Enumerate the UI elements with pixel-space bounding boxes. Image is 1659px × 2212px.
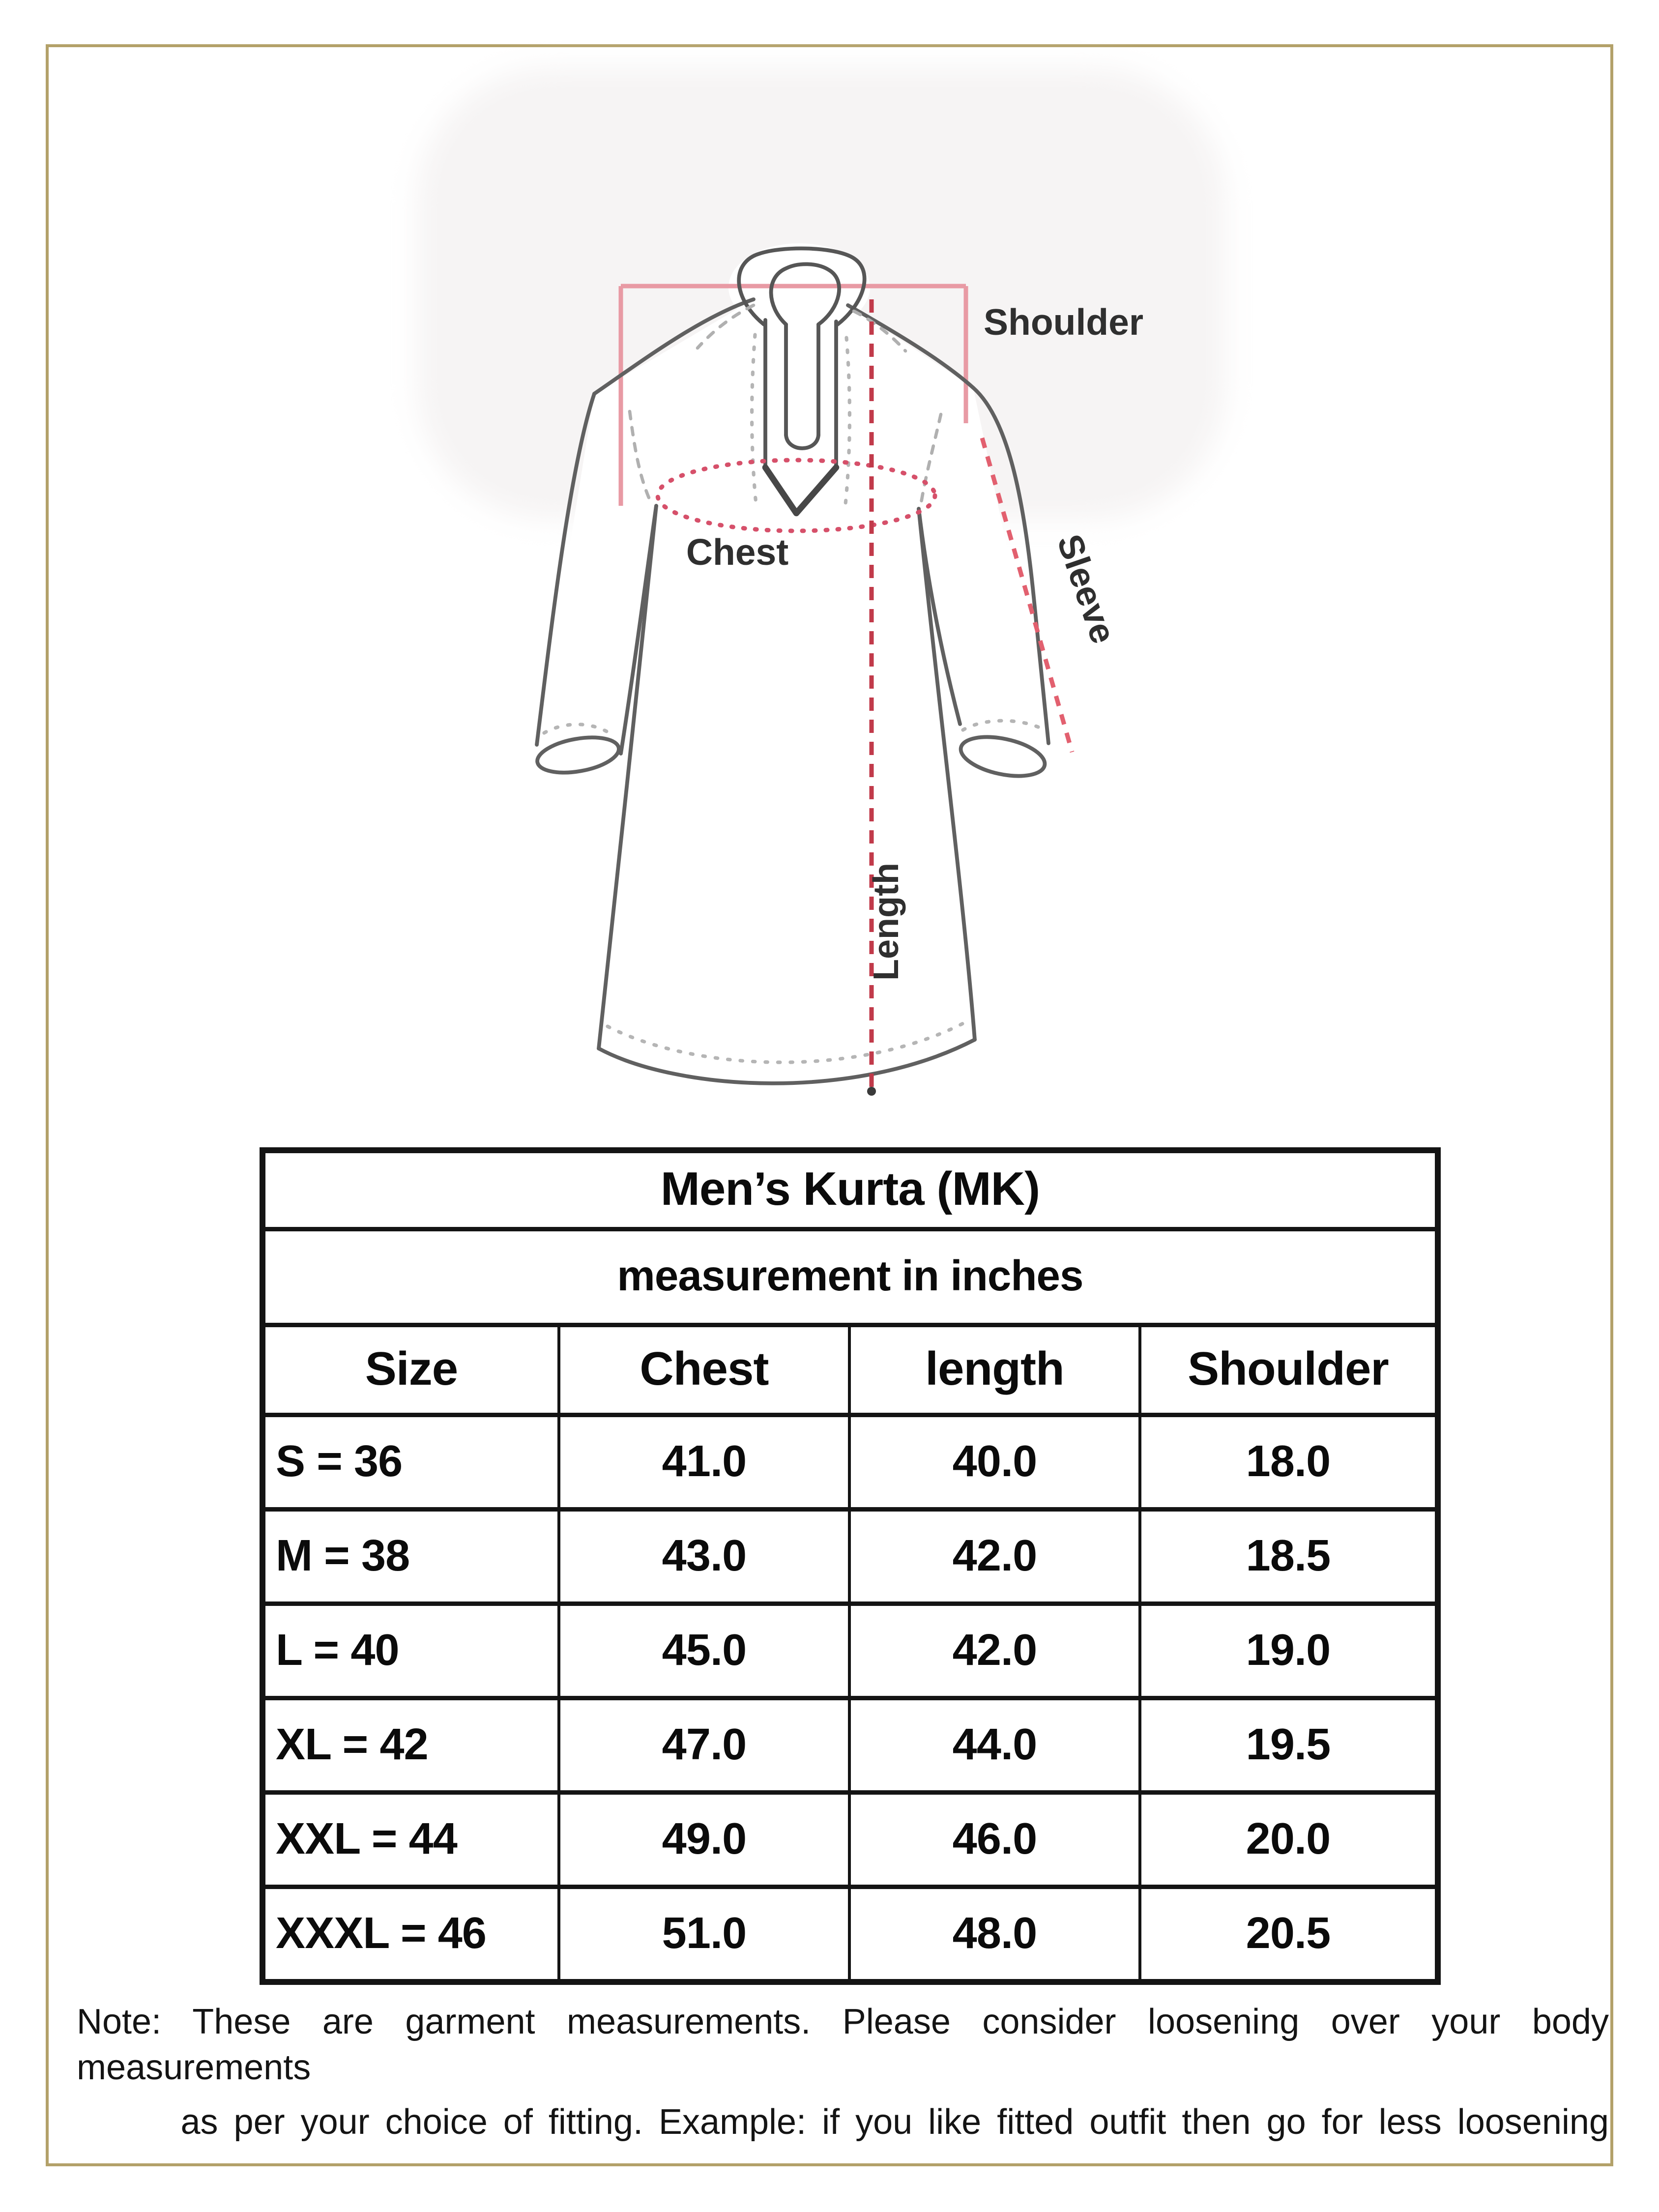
- chest-cell: 49.0: [559, 1793, 849, 1887]
- sleeve-label: Sleeve: [1049, 529, 1123, 649]
- chest-cell: 41.0: [559, 1415, 849, 1510]
- shoulder-cell: 20.0: [1140, 1793, 1438, 1887]
- length-cell: 42.0: [849, 1604, 1140, 1698]
- table-row: [262, 1510, 1438, 1604]
- garment-fill: [537, 243, 1050, 1083]
- shoulder-cell: 18.0: [1140, 1415, 1438, 1510]
- length-line-end-tick: [867, 1087, 876, 1096]
- shoulder-cell: 19.0: [1140, 1604, 1438, 1698]
- length-label: Length: [867, 863, 906, 981]
- length-cell: 48.0: [849, 1887, 1140, 1982]
- length-cell: 44.0: [849, 1698, 1140, 1793]
- size-chart-table: [260, 1147, 1441, 1985]
- size-cell: XL = 42: [262, 1698, 559, 1793]
- shoulder-cell: 20.5: [1140, 1887, 1438, 1982]
- length-cell: 40.0: [849, 1415, 1140, 1510]
- col-header-size: Size: [262, 1325, 559, 1415]
- size-cell: S = 36: [262, 1415, 559, 1510]
- table-row: [262, 1698, 1438, 1793]
- size-cell: XXL = 44: [262, 1793, 559, 1887]
- chest-cell: 47.0: [559, 1698, 849, 1793]
- table-row: [262, 1604, 1438, 1698]
- garment-note: [77, 2000, 1609, 2146]
- chest-cell: 45.0: [559, 1604, 849, 1698]
- chest-cell: 43.0: [559, 1510, 849, 1604]
- size-chart-subtitle: measurement in inches: [262, 1229, 1438, 1325]
- length-cell: 46.0: [849, 1793, 1140, 1887]
- kurta-measurement-diagram: [494, 66, 1172, 1187]
- size-chart-title: Men’s Kurta (MK): [262, 1150, 1438, 1229]
- length-cell: 42.0: [849, 1510, 1140, 1604]
- table-row: [262, 1887, 1438, 1982]
- size-cell: XXXL = 46: [262, 1887, 559, 1982]
- table-row: [262, 1793, 1438, 1887]
- size-cell: M = 38: [262, 1510, 559, 1604]
- chest-cell: 51.0: [559, 1887, 849, 1982]
- shoulder-label: Shoulder: [984, 301, 1144, 343]
- chest-label: Chest: [686, 531, 789, 573]
- table-row: [262, 1415, 1438, 1510]
- note-line-2: as per your choice of fitting. Example: if you like fitted outfit then go for less loosening: [180, 2103, 1609, 2143]
- col-header-shoulder: Shoulder: [1140, 1325, 1438, 1415]
- shoulder-cell: 19.5: [1140, 1698, 1438, 1793]
- note-line-1: Note: These are garment measurements. Please consider loosening over your body measurements: [77, 2003, 1609, 2088]
- shoulder-cell: 18.5: [1140, 1510, 1438, 1604]
- col-header-length: length: [849, 1325, 1140, 1415]
- size-cell: L = 40: [262, 1604, 559, 1698]
- header-row: [262, 1325, 1438, 1415]
- col-header-chest: Chest: [559, 1325, 849, 1415]
